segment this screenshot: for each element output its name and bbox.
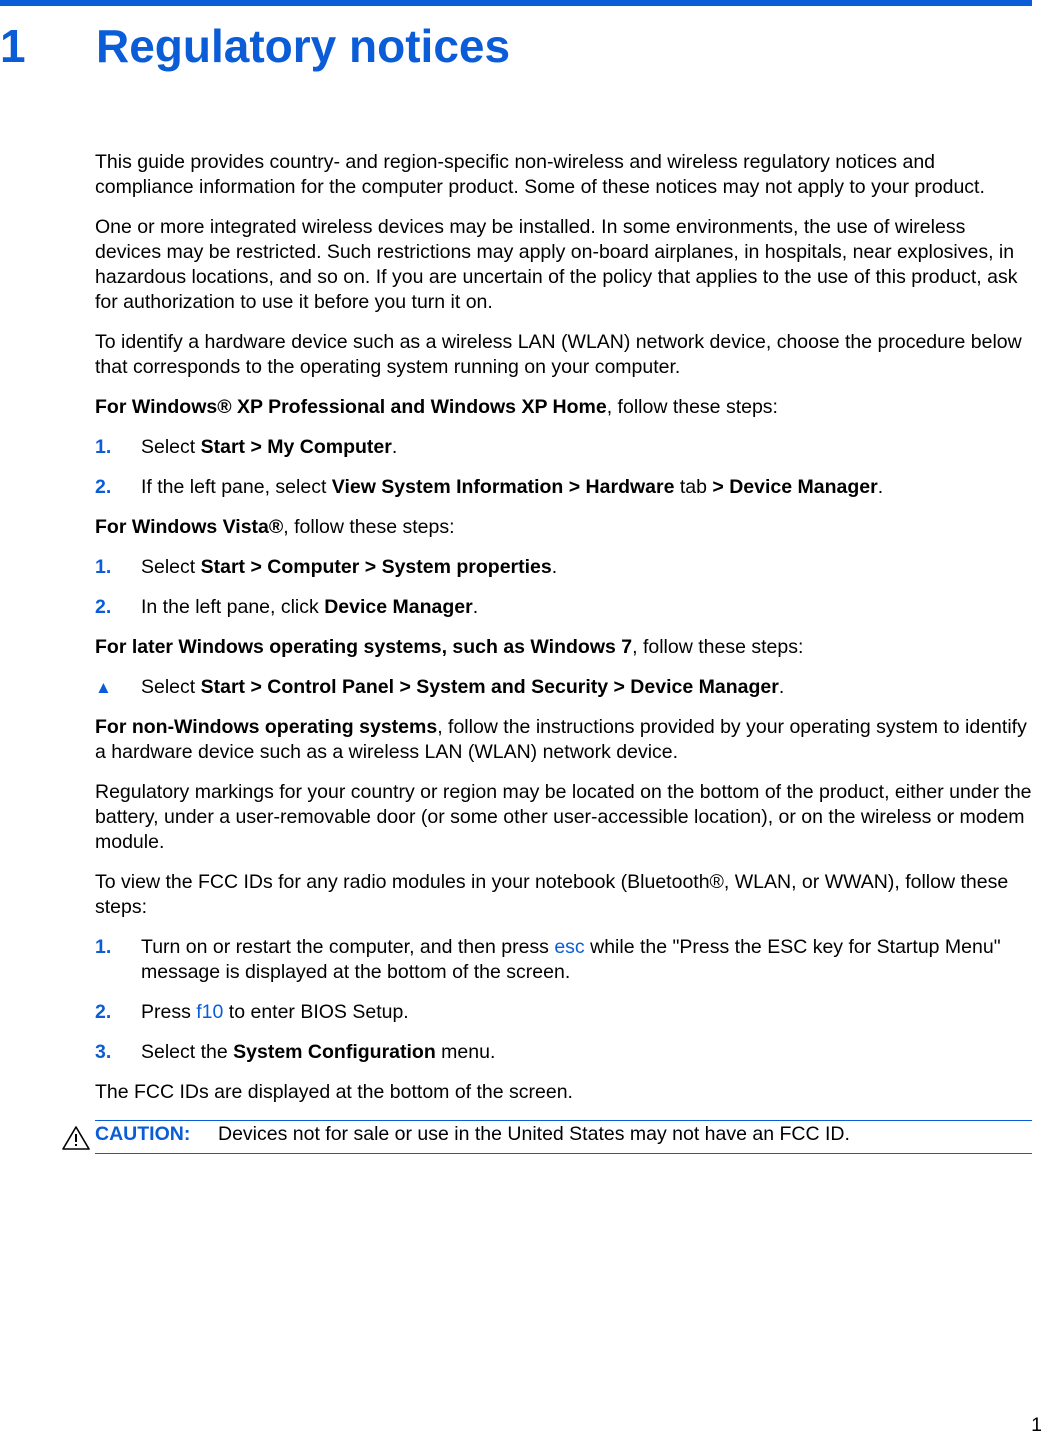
step-menu-path: Device Manager [324,596,473,618]
caution-box [95,1120,1032,1154]
xp-heading [95,395,1035,420]
nonwindows-heading-rest: , follow the instructions provided by your operating system to identify a hardware device such as a wireless LAN (WLAN) network device. [95,716,1027,763]
step-menu-path-end: > Device Manager [712,476,878,498]
vista-step-2 [95,595,1035,620]
caution-text: Devices not for sale or use in the United States may not have an FCC ID. [218,1123,850,1145]
step-text: Select the [141,1041,234,1063]
xp-heading-bold: For Windows® XP Professional and Windows XP Home [95,396,607,418]
step-text-end: . [778,676,785,698]
step-text-end: while the "Press the ESC key for Startup Menu" message is displayed at the bottom of the screen. [141,936,1001,983]
vista-heading-rest: , follow these steps: [283,516,455,538]
step-marker: 2. [95,476,112,498]
step-menu-path: System Configuration [233,1041,436,1063]
document-body [95,150,1035,1154]
chapter-number: 1 [0,20,26,72]
nonwindows-heading-bold: For non-Windows operating systems [95,716,438,738]
top-rule [0,0,1032,6]
fcc-step-2 [95,1000,1035,1025]
step-marker: 1. [95,556,112,578]
later-heading [95,635,1035,660]
step-text: Select [141,436,201,458]
xp-step-2 [95,475,1035,500]
fcc-step-3 [95,1040,1035,1065]
step-text: Turn on or restart the computer, and then press [141,936,555,958]
step-text: Press [141,1001,197,1023]
step-marker: 3. [95,1041,112,1063]
chapter-heading [0,18,510,74]
later-heading-rest: , follow these steps: [632,636,804,658]
step-menu-path: Start > My Computer [200,436,392,458]
vista-heading [95,515,1035,540]
fcc-step-1 [95,935,1035,985]
fcc-result-paragraph: The FCC IDs are displayed at the bottom of the screen. [95,1081,573,1103]
step-text: Select [141,556,201,578]
vista-step-1 [95,555,1035,580]
step-menu-path: Start > Control Panel > System and Security > Device Manager [200,676,779,698]
step-marker: 2. [95,1001,112,1023]
caution-label: CAUTION: [95,1123,191,1145]
step-text: Select [141,676,201,698]
wireless-paragraph: One or more integrated wireless devices may be installed. In some environments, the use of wireless devices may be restricted. Such restrictions may apply on-board airplanes, in hospitals, near explosives, in hazardous locations, and so on. If you are uncertain of the policy that applies to the use of this product, ask for authorization to use it before you turn it on. [95,216,1018,313]
vista-heading-bold: For Windows Vista® [95,516,284,538]
xp-heading-rest: , follow these steps: [606,396,778,418]
step-marker: 2. [95,596,112,618]
fcc-intro-paragraph: To view the FCC IDs for any radio modules in your notebook (Bluetooth®, WLAN, or WWAN), follow these steps: [95,871,1009,918]
step-text-end: . [391,436,398,458]
f10-key-label: f10 [196,1001,224,1023]
xp-step-1 [95,435,1035,460]
step-text: In the left pane, click [141,596,325,618]
step-menu-path: View System Information > Hardware [331,476,675,498]
triangle-bullet-icon: ▲ [95,678,112,697]
step-text-end: menu. [435,1041,496,1063]
nonwindows-paragraph [95,715,1035,765]
identify-paragraph: To identify a hardware device such as a wireless LAN (WLAN) network device, choose the procedure below that corresponds to the operating system running on your computer. [95,331,1022,378]
step-menu-path: Start > Computer > System properties [200,556,552,578]
step-text-end: . [877,476,884,498]
intro-paragraph: This guide provides country- and region-specific non-wireless and wireless regulatory notices and compliance information for the computer product. Some of these notices may not apply to your product. [95,151,985,198]
esc-key-label: esc [554,936,585,958]
page-number: 1 [1031,1414,1042,1436]
later-heading-bold: For later Windows operating systems, such as Windows 7 [95,636,633,658]
step-text-end: . [551,556,558,578]
step-text-mid: tab [674,476,713,498]
step-text: If the left pane, select [141,476,332,498]
later-step-1 [95,675,1035,700]
warning-triangle-icon [61,1125,91,1151]
step-text-end: . [472,596,479,618]
step-marker: 1. [95,436,112,458]
chapter-title: Regulatory notices [96,20,511,72]
step-text-end: to enter BIOS Setup. [223,1001,409,1023]
markings-paragraph: Regulatory markings for your country or region may be located on the bottom of the product, either under the battery, under a user-removable door (or some other user-accessible location), or on the wireless or modem module. [95,781,1032,853]
step-marker: 1. [95,936,112,958]
